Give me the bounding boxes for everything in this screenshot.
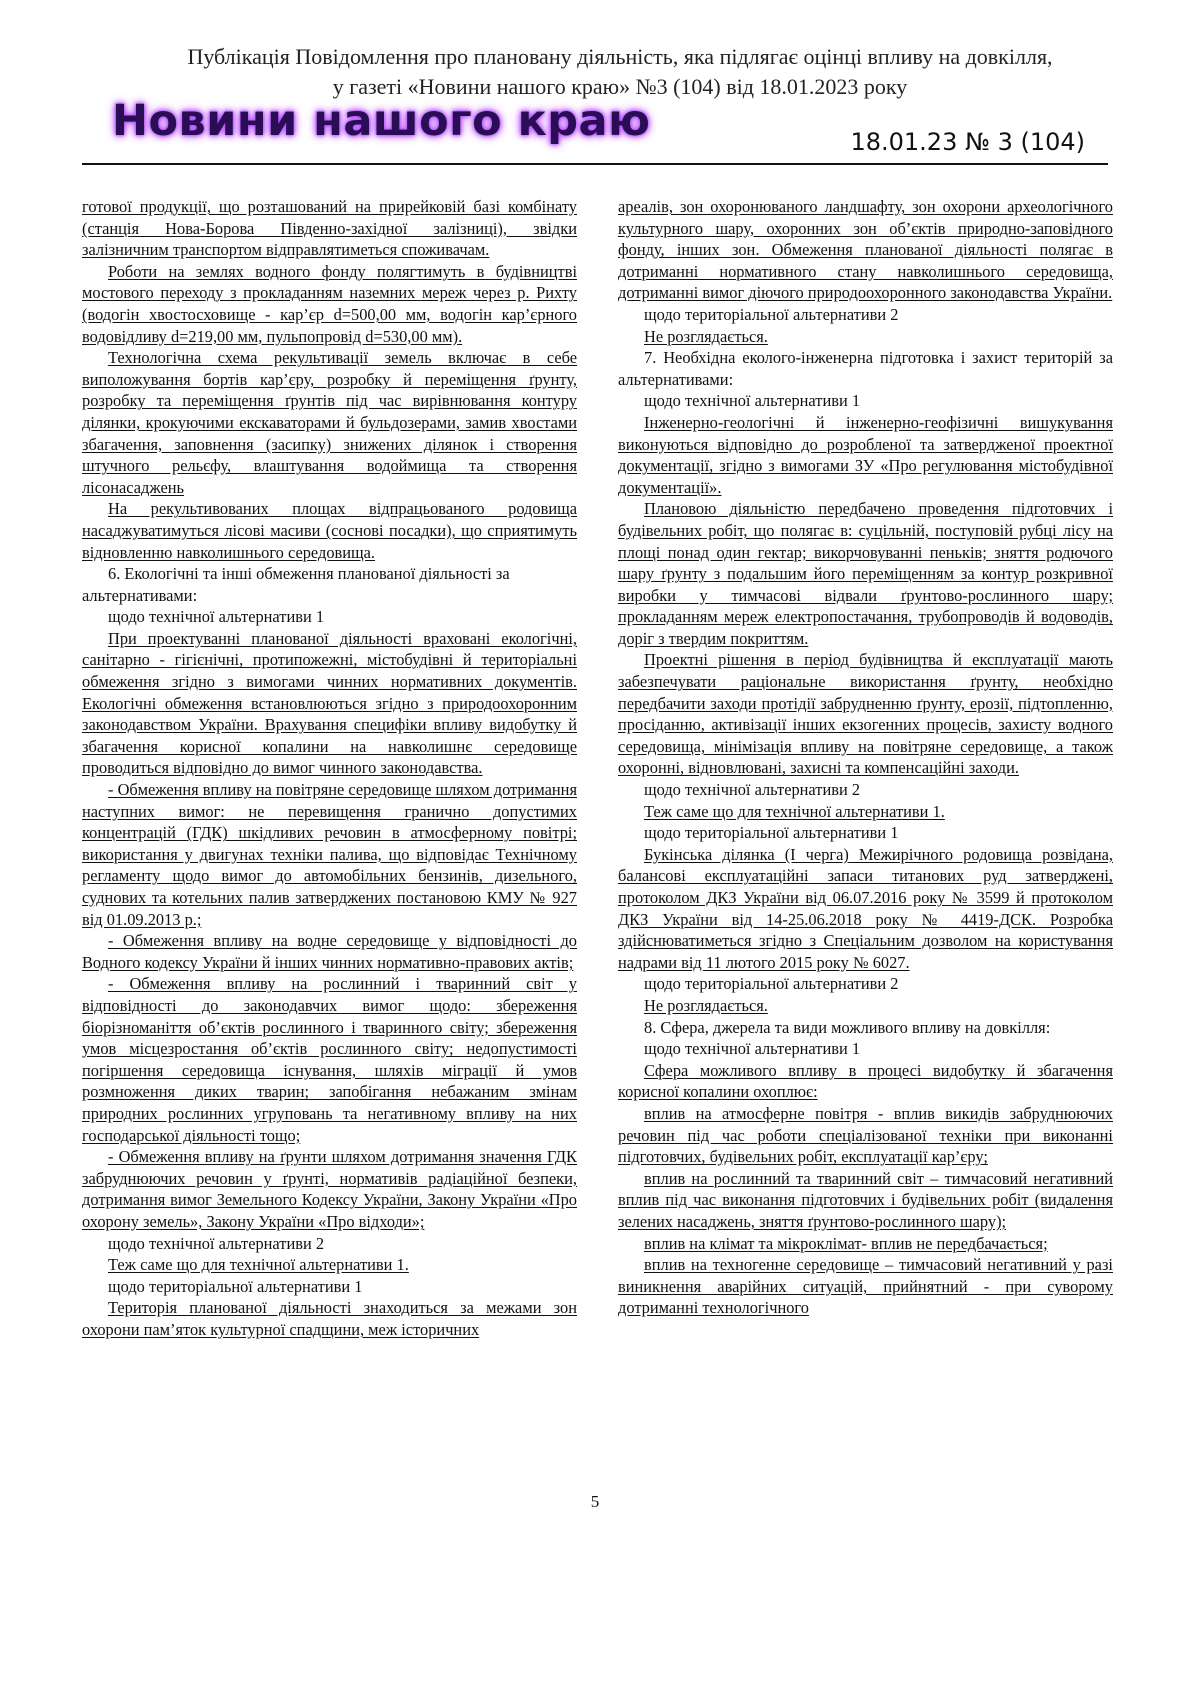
publication-caption — [120, 42, 1120, 102]
paragraph: При проектуванні планованої діяльності враховані екологічні, санітарно - гігієнічні, протипожежні, містобудівні й територіальні обмеження згідно з вимогами чинних нормативних документів. Екологічні обмеження встановлюються згідно з природоохоронним законодавством України. Врахування специфіки впливу видобутку й збагачення корисної копалини на навколишнє середовище проводиться відповідно до вимог чинного законодавства. — [82, 628, 577, 778]
paragraph: вплив на техногенне середовище – тимчасовий негативний у разі виникнення аварійних ситуацій, прийнятний - при суворому дотриманні технологічного — [618, 1255, 1113, 1318]
paragraph: готової продукції, що розташований на прирейковій базі комбінату (станція Нова-Борова Південно-західної залізниці), звідки залізничним транспортом відправлятиметься споживачам. — [82, 197, 577, 260]
caption-line-2: у газеті «Новини нашого краю» №3 (104) від 18.01.2023 року — [332, 74, 908, 99]
paragraph: Територія планованої діяльності знаходиться за межами зон охорони пам’яток культурної спадщини, меж історичних — [82, 1298, 577, 1339]
paragraph: щодо технічної альтернативи 1 — [644, 1039, 861, 1059]
paragraph: щодо технічної альтернативи 2 — [644, 780, 861, 800]
left-column — [82, 196, 577, 1340]
paragraph: Проектні рішення в період будівництва й експлуатації мають забезпечувати раціональне використання ґрунту, необхідно передбачити заходи протідії забрудненню ґрунту, ерозії, підтопленню, просіданню, активізації інших екзогенних процесів, захисту водного середовища, мінімізація впливу на повітряне середовище, а також охоронні, відновлювані, захисні та компенсаційні заходи. — [618, 650, 1113, 778]
newspaper-logo: Новини нашого краю — [112, 96, 651, 146]
caption-line-1: Публікація Повідомлення про плановану діяльність, яка підлягає оцінці впливу на довкілля, — [187, 44, 1053, 69]
paragraph: щодо територіальної альтернативи 1 — [108, 1276, 363, 1296]
paragraph: 6. Екологічні та інші обмеження планованої діяльності за альтернативами: — [82, 564, 510, 605]
paragraph: - Обмеження впливу на рослинний і тваринний світ у відповідності до законодавчих вимог щодо: збереження біорізноманіття об’єктів рослинного і тваринного світу; збереження умов місцезростання об’єктів рослинного світу; недопустимості погіршення середовища існування, шляхів міграції й умов розмноження диких тварин; запобігання небажаним змінам природних рослинних угруповань та негативному впливу на них господарської діяльності тощо; — [82, 974, 577, 1145]
paragraph: Не розглядається. — [644, 995, 768, 1015]
paragraph: Інженерно-геологічні й інженерно-геофізичні вишукування виконуються відповідно до розробленої та затвердженої проектної документації, згідно з вимогами ЗУ «Про регулювання містобудівної документації». — [618, 412, 1113, 497]
paragraph: 8. Сфера, джерела та види можливого впливу на довкілля: — [644, 1017, 1051, 1037]
page-number: 5 — [590, 1492, 600, 1511]
paragraph: Плановою діяльністю передбачено проведення підготовчих і будівельних робіт, що полягає в: суцільній, поступовій рубці лісу на площі понад один гектар; викорчовуванні пеньків; зняття родючого шару ґрунту з подальшим його переміщенням за контур розкривної виробки у тимчасові відвали ґрунтово-рослинного шару; прокладанням мереж електропостачання, трубопроводів й водоводів, доріг з твердим покриттям. — [618, 499, 1113, 648]
paragraph: Не розглядається. — [644, 326, 768, 346]
paragraph: Сфера можливого впливу в процесі видобутку й збагачення корисної копалини охоплює: — [618, 1060, 1113, 1102]
paragraph: Роботи на землях водного фонду полягтимуть в будівництві мостового переходу з прокладанням наземних мереж через р. Рихту (водогін хвостосховище - кар’єр d=500,00 мм, водогін кар’єрного водовідливу d=219,00 мм, пульпопровід d=530,00 мм). — [82, 261, 577, 346]
paragraph: щодо технічної альтернативи 2 — [108, 1233, 325, 1253]
paragraph: щодо територіальної альтернативи 2 — [644, 974, 899, 994]
header-divider — [82, 163, 1108, 165]
issue-number: 18.01.23 № 3 (104) — [850, 128, 1085, 156]
paragraph: Букінська ділянка (І черга) Межирічного родовища розвідана, балансові експлуатаційні запаси титанових руд затверджені, протоколом ДКЗ України від 06.07.2016 року № 3599 й протоколом ДКЗ України від 14-25.06.2018 року № 4419-ДСК. Розробка здійснюватиметься згідно з Спеціальним дозволом на користування надрами від 11 лютого 2015 року № 6027. — [618, 844, 1113, 972]
right-column — [618, 196, 1113, 1319]
paragraph: вплив на атмосферне повітря - вплив викидів забруднюючих речовин під час роботи спеціалізованої техніки при виконанні підготовчих, будівельних робіт, експлуатації кар’єру; — [618, 1103, 1113, 1167]
paragraph: - Обмеження впливу на ґрунти шляхом дотримання значення ГДК забруднюючих речовин у ґрунті, нормативів радіаційної безпеки, дотримання вимог Земельного Кодексу України, Закону України «Про охорону земель», Закону України «Про відходи»; — [82, 1147, 577, 1231]
paragraph: щодо технічної альтернативи 1 — [644, 391, 861, 411]
paragraph: щодо технічної альтернативи 1 — [108, 607, 325, 627]
paragraph: вплив на рослинний та тваринний світ – тимчасовий негативний вплив під час виконання підготовчих і будівельних робіт (видалення зелених насаджень, зняття ґрунтово-рослинного шару); — [618, 1168, 1113, 1231]
paragraph: На рекультивованих площах відпрацьованого родовища насаджуватимуться лісові масиви (соснові посадки), що сприятимуть відновленню навколишнього середовища. — [82, 499, 577, 562]
paragraph: ареалів, зон охоронюваного ландшафту, зон охорони археологічного культурного шару, охоронних зон об’єктів природно-заповідного фонду, інших зон. Обмеження планованої діяльності полягає в дотриманні нормативного стану навколишнього середовища, дотриманні вимог діючого природоохоронного законодавства України. — [618, 197, 1113, 303]
paragraph: - Обмеження впливу на водне середовище у відповідності до Водного кодексу України й інших чинних нормативно-правових актів; — [82, 931, 577, 972]
paragraph: Технологічна схема рекультивації земель включає в себе виположування бортів кар’єру, розробку й переміщення ґрунту, розробку та переміщення ґрунтів під час вирівнювання контуру ділянки, крокуючими екскаваторами й бульдозерами, замив хвостами збагачення, заповнення (засипку) знижених ділянок і створення штучного рельєфу, влаштування водоймища та створення лісонасаджень — [82, 348, 577, 497]
paragraph: Теж саме що для технічної альтернативи 1. — [108, 1255, 409, 1275]
paragraph: 7. Необхідна еколого-інженерна підготовка і захист територій за альтернативами: — [618, 348, 1113, 389]
paragraph: вплив на клімат та мікроклімат- вплив не передбачається; — [644, 1233, 1048, 1253]
paragraph: Теж саме що для технічної альтернативи 1. — [644, 801, 945, 821]
paragraph: щодо територіальної альтернативи 1 — [644, 823, 899, 843]
paragraph: - Обмеження впливу на повітряне середовище шляхом дотримання наступних вимог: не перевищення гранично допустимих концентрацій (ГДК) шкідливих речовин в атмосферному повітрі; використання у двигунах техніки палива, що відповідає Технічному регламенту щодо вимог до автомобільних бензинів, дизельного, суднових та котельних палив затверджених постановою КМУ № 927 від 01.09.2013 р.; — [82, 780, 577, 929]
paragraph: щодо територіальної альтернативи 2 — [644, 304, 899, 324]
